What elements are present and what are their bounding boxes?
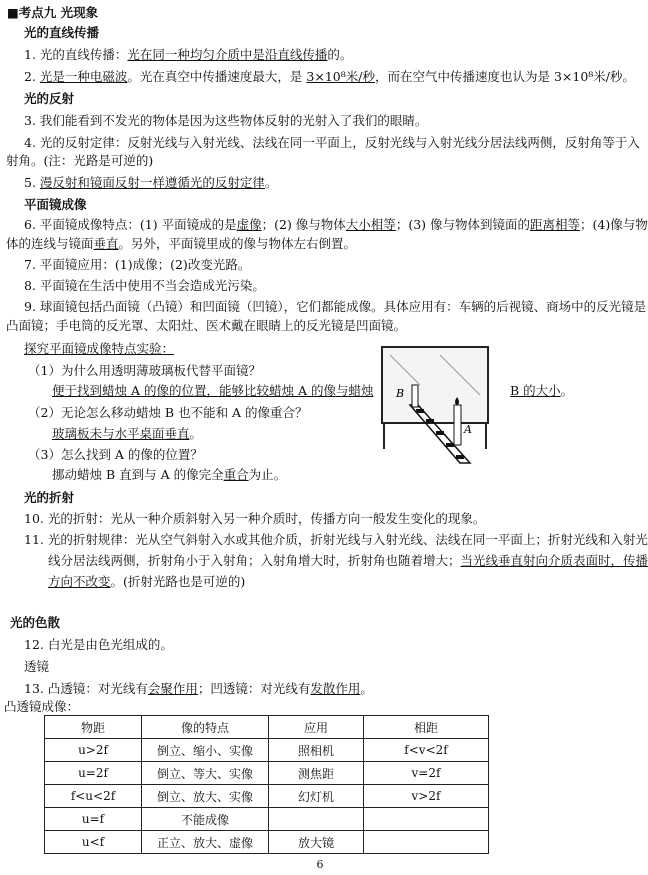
- item-6-line1: 6. 平面镜成像特点：(1) 平面镜成的是虚像；(2) 像与物体大小相等；(3) 像与物体到镜面的距离相等；(4)像与物: [24, 217, 648, 232]
- table-cell: [364, 831, 489, 854]
- table-cell: u>2f: [45, 739, 142, 762]
- item-1: 1. 光的直线传播：光在同一种均匀介质中是沿直线传播的。: [24, 47, 353, 62]
- table-cell: 幻灯机: [269, 785, 364, 808]
- item-11-line1: 11. 光的折射规律：光从空气斜射入水或其他介质，折射光线与入射光线、法线在同一平面上；折射光线和入射光: [24, 532, 648, 547]
- table-cell: f<v<2f: [364, 739, 489, 762]
- table-cell: [269, 808, 364, 831]
- page-number: 6: [316, 858, 324, 871]
- table-cell: u<f: [45, 831, 142, 854]
- table-row: [45, 785, 489, 808]
- item-3: 3. 我们能看到不发光的物体是因为这些物体反射的光射入了我们的眼睛。: [24, 113, 428, 128]
- table-header: 物距: [45, 716, 142, 739]
- item-10: 10. 光的折射：光从一种介质斜射入另一种介质时，传播方向一般发生变化的现象。: [24, 511, 486, 526]
- table-header: 应用: [269, 716, 364, 739]
- answer-2: 玻璃板未与水平桌面垂直。: [52, 426, 203, 441]
- section-heading-refraction: 光的折射: [24, 490, 75, 505]
- table-row: [45, 831, 489, 854]
- table-cell: v>2f: [364, 785, 489, 808]
- table-cell: u=2f: [45, 762, 142, 785]
- section-heading-dispersion: 光的色散: [10, 615, 61, 630]
- question-2: （2）无论怎么移动蜡烛 B 也不能和 A 的像重合？: [28, 405, 308, 420]
- table-row: [45, 762, 489, 785]
- table-cell: 照相机: [269, 739, 364, 762]
- table-header: 像的特点: [142, 716, 269, 739]
- table-cell: 测焦距: [269, 762, 364, 785]
- item-2: 2. 光是一种电磁波。光在真空中传播速度最大，是 3×10⁸米/秒，而在空气中传播速度也认为是 3×10⁸米/秒。: [24, 69, 635, 84]
- table-row: [45, 739, 489, 762]
- item-4-line2: 射角。(注：光路是可逆的): [6, 153, 154, 168]
- table-cell: 放大镜: [269, 831, 364, 854]
- section-heading-plane-mirror: 平面镜成像: [24, 197, 87, 212]
- table-header-row: [45, 716, 489, 739]
- answer-3: 挪动蜡烛 B 直到与 A 的像完全重合为止。: [52, 467, 287, 482]
- table-cell: 不能成像: [142, 808, 269, 831]
- section-heading-reflection: 光的反射: [24, 91, 75, 106]
- experiment-heading: 探究平面镜成像特点实验：: [24, 341, 175, 356]
- answer-1-tail: B 的大小。: [510, 383, 574, 398]
- item-9-line2: 凸面镜；手电筒的反光罩、太阳灶、医术戴在眼睛上的反光镜是凹面镜。: [6, 318, 407, 333]
- section-heading-rectilinear: 光的直线传播: [24, 25, 100, 40]
- table-cell: v=2f: [364, 762, 489, 785]
- item-11-line2: 线分居法线两侧，折射角小于入射角；入射角增大时，折射角也随着增大；当光线垂直射向介质表面时，传播: [48, 553, 648, 568]
- question-3: （3）怎么找到 A 的像的位置？: [28, 447, 203, 462]
- table-cell: 倒立、缩小、实像: [142, 739, 269, 762]
- item-13: 13. 凸透镜：对光线有会聚作用；凹透镜：对光线有发散作用。: [24, 681, 373, 696]
- page-title: ■考点九 光现象: [7, 5, 99, 20]
- table-cell: f<u<2f: [45, 785, 142, 808]
- answer-1: 便于找到蜡烛 A 的像的位置，能够比较蜡烛 A 的像与蜡烛: [52, 383, 374, 398]
- mirror-experiment-figure: [380, 345, 490, 465]
- item-6-line2: 体的连线与镜面垂直。另外，平面镜里成的像与物体左右倒置。: [6, 236, 357, 251]
- candle-a-label: A: [464, 423, 472, 436]
- table-header: 相距: [364, 716, 489, 739]
- item-8: 8. 平面镜在生活中使用不当会造成光污染。: [24, 278, 265, 293]
- candle-b-label: B: [396, 387, 405, 400]
- item-4-line1: 4. 光的反射定律：反射光线与入射光线、法线在同一平面上，反射光线与入射光线分居法线两侧，反射角等于入: [24, 135, 640, 150]
- table-caption: 凸透镜成像：: [4, 699, 80, 714]
- item-7: 7. 平面镜应用：(1)成像；(2)改变光路。: [24, 257, 251, 272]
- item-11-line3: 方向不改变。(折射光路也是可逆的): [48, 574, 246, 589]
- table-cell: 倒立、放大、实像: [142, 785, 269, 808]
- lens-heading: 透镜: [24, 659, 50, 674]
- table-row: [45, 808, 489, 831]
- item-9-line1: 9. 球面镜包括凸面镜（凸镜）和凹面镜（凹镜），它们都能成像。具体应用有：车辆的后视镜、商场中的反光镜是: [24, 299, 647, 314]
- table-cell: 倒立、等大、实像: [142, 762, 269, 785]
- convex-lens-table: [44, 715, 489, 854]
- item-12: 12. 白光是由色光组成的。: [24, 637, 173, 652]
- table-cell: 正立、放大、虚像: [142, 831, 269, 854]
- table-cell: [364, 808, 489, 831]
- item-5: 5. 漫反射和镜面反射一样遵循光的反射定律。: [24, 175, 278, 190]
- table-cell: u=f: [45, 808, 142, 831]
- question-1: （1）为什么用透明薄玻璃板代替平面镜？: [28, 363, 261, 378]
